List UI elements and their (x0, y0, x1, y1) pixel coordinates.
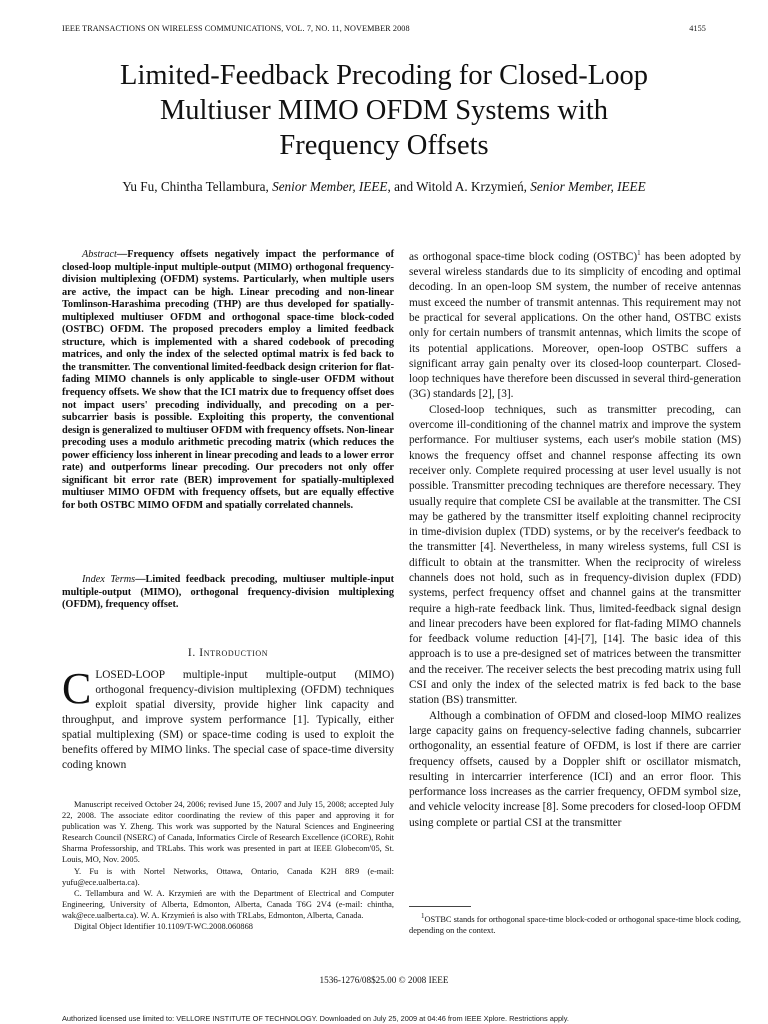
paper-title (40, 58, 728, 163)
author-role: Senior Member, IEEE (530, 179, 646, 194)
footnote-affiliation: Y. Fu is with Nortel Networks, Ottawa, Ontario, Canada K2H 8R9 (e-mail: yufu@ece.ualberta.ca). (62, 866, 394, 887)
running-header (62, 24, 706, 38)
title-line: Frequency Offsets (279, 130, 489, 161)
footnote-manuscript: Manuscript received October 24, 2006; revised June 15, 2007 and July 15, 2008; accepted July 22, 2008. The associate editor coordinating the review of this paper and approving it for publication was Y. Zheng. This work was supported by the Natural Sciences and Engineering Research Council (NSERC) of Canada, Informatics Circle of Research Excellence (iCORE), Rohit Sharma Professorship, and TRLabs. This work was presented in part at IEEE Globecom'05, St. Louis, MO, Nov. 2005. (62, 800, 394, 865)
page-number: 4155 (689, 24, 706, 33)
license-notice: Authorized licensed use limited to: VELLORE INSTITUTE OF TECHNOLOGY. Downloaded on July 25, 2009 at 04:46 from IEEE Xplore. Restrictions apply. (62, 1014, 569, 1023)
abstract (62, 249, 394, 512)
title-line: Limited-Feedback Precoding for Closed-Loop (120, 60, 648, 91)
section-heading (62, 647, 394, 659)
author-names: Yu Fu, Chintha Tellambura, (122, 179, 269, 194)
footnote-doi: Digital Object Identifier 10.1109/T-WC.2008.060868 (74, 922, 253, 932)
title-line: Multiuser MIMO OFDM Systems with (159, 95, 609, 126)
footnote-text: OSTBC stands for orthogonal space-time block-coded or orthogonal space-time block coding, depending on the context. (409, 914, 741, 936)
footnote-rule (409, 906, 471, 907)
footnote-mark: 1 (421, 912, 425, 920)
intro-paragraph (62, 664, 394, 773)
index-terms (62, 574, 394, 612)
drop-cap: C (62, 664, 92, 713)
author-list (40, 179, 728, 195)
body-text: as orthogonal space-time block coding (OSTBC) (409, 250, 638, 263)
abstract-label: Abstract (82, 249, 117, 260)
author-role: Senior Member, IEEE (272, 179, 388, 194)
intro-text: LOSED-LOOP multiple-input multiple-output (MIMO) orthogonal frequency-division multiplexing (OFDM) techniques exploit spatial diversity, provide higher link capacity and throughput, and improve system performance [1]. Typically, either spatial multiplexing (SM) or space-time coding is used to exploit the benefits offered by MIMO links. The special case of space-time diversity coding known (62, 669, 394, 771)
journal-name: IEEE TRANSACTIONS ON WIRELESS COMMUNICATIONS, VOL. 7, NO. 11, NOVEMBER 2008 (62, 24, 410, 33)
right-column (409, 246, 741, 831)
body-paragraph: Closed-loop techniques, such as transmitter precoding, can overcome ill-conditioning of the channel matrix and improve the system performance. For multiuser systems, each user's mobile station (MS) knows the frequency offset and channel response affecting its own receiver only. Complete required processing at user level usually is not possible. Transmitter precoding techniques are therefore necessary. They usually require that complete CSI be available at the transmitter. The CSI may be gathered by the transmitter itself exploiting channel reciprocity in time-division duplex (TDD) systems, or by the receiver's feedback to the transmitter [4]. Nevertheless, in many wireless systems, full CSI is difficult to obtain at the transmitter. When the reciprocity of wireless channels does not hold, such as in frequency-division duplex (FDD) systems, perfect frequency offset and channel gains at the transmitter require a high-rate feedback link. Thus, limited-feedback signal design and linear precoders have been explored for flat-fading MIMO channels for feedback volume reduction [4]-[7], [14]. The basic idea of this approach is to use a pre-designed set of matrices between the transmitter and the receiver. The receiver selects the best precoding matrix using full CSI and only the index of the selected matrix is fed back to the base station (BS) transmitter. (409, 403, 741, 707)
first-page-footnotes (62, 799, 394, 932)
abstract-text: —Frequency offsets negatively impact the performance of closed-loop multiple-input multiple-output (MIMO) orthogonal frequency-division multiplexing (OFDM) systems. Particularly, when multiple users are active, the impact can be high. Linear precoding and non-linear Tomlinson-Harashima precoding (THP) are thus developed for spatially-multiplexed multiuser OFDM and orthogonal space-time block-coded (OSTBC) OFDM. The proposed precoders employ a limited feedback structure, which is implemented with a shared codebook of precoding matrices, and only the index of the selected optimal matrix is fed back to the transmitter. The conventional limited-feedback design criterion for flat-fading MIMO channels is only applicable to single-user OFDM without frequency offsets. We show that the ICI matrix due to frequency offset does not impact users' precoding individually, and precoding on a per-subcarrier basis is possible. Exploiting this property, the conventional design is generalized to multiuser OFDM with frequency offsets. Non-linear precoding uses a modulo arithmetic precoding matrix (which reduces the power efficiency loss inherent in linear precoding and leads to a lower error rate) and outperforms linear precoding. Our precoders not only offer significant bit error rate (BER) improvement for spatially-multiplexed multiuser MIMO OFDM with frequency offsets, but are equally effective for both OSTBC MIMO OFDM and spatially correlated channels. (62, 249, 394, 511)
author-names: , and Witold A. Krzymień, (387, 179, 527, 194)
index-terms-label: Index Terms (82, 574, 136, 585)
footnote-ref: 1 (637, 249, 641, 257)
footnote-ostbc (409, 911, 741, 936)
body-paragraph (409, 246, 741, 403)
footnote-affiliation: C. Tellambura and W. A. Krzymień are with the Department of Electrical and Computer Engineering, University of Alberta, Edmonton, Alberta, Canada T6G 2V4 (e-mail: chintha, wak@ece.ualberta.ca). W. A. Krzymień is also with TRLabs, Edmonton, Alberta, Canada. (62, 888, 394, 920)
section-number: I. (187, 647, 196, 659)
copyright-line: 1536-1276/08$25.00 © 2008 IEEE (319, 975, 449, 985)
body-text: has been adopted by several wireless standards due to its simplicity of encoding and optimal decoding. In an open-loop SM system, the number of receive antennas must exceed the number of transmit antennas. This requirement may not be practical for several applications. On the other hand, OSTBC exists only for certain numbers of transmit antennas, which limits the scope of its potential applications. Moreover, open-loop OSTBC suffers a significant array gain penalty over its closed-loop counterpart. Closed-loop techniques have therefore been discussed in several third-generation (3G) standards [2], [3]. (409, 250, 741, 401)
index-terms-text: —Limited feedback precoding, multiuser multiple-input multiple-output (MIMO), orthogonal frequency-division multiplexing (OFDM), frequency offset. (62, 574, 394, 611)
section-title: Introduction (199, 647, 269, 659)
body-paragraph: Although a combination of OFDM and closed-loop MIMO realizes large capacity gains on frequency-selective fading channels, subcarrier orthogonality, an essential feature of OFDM, is lost if there are carrier frequency offsets, caused by a Doppler shift or oscillator mismatch, resulting in intercarrier interference (ICI) and an error floor. This performance loss increases as the carrier frequency, OFDM symbol size, and vehicle velocity increase [8]. Some precoders for closed-loop OFDM using complete or partial CSI at the transmitter (409, 709, 741, 829)
